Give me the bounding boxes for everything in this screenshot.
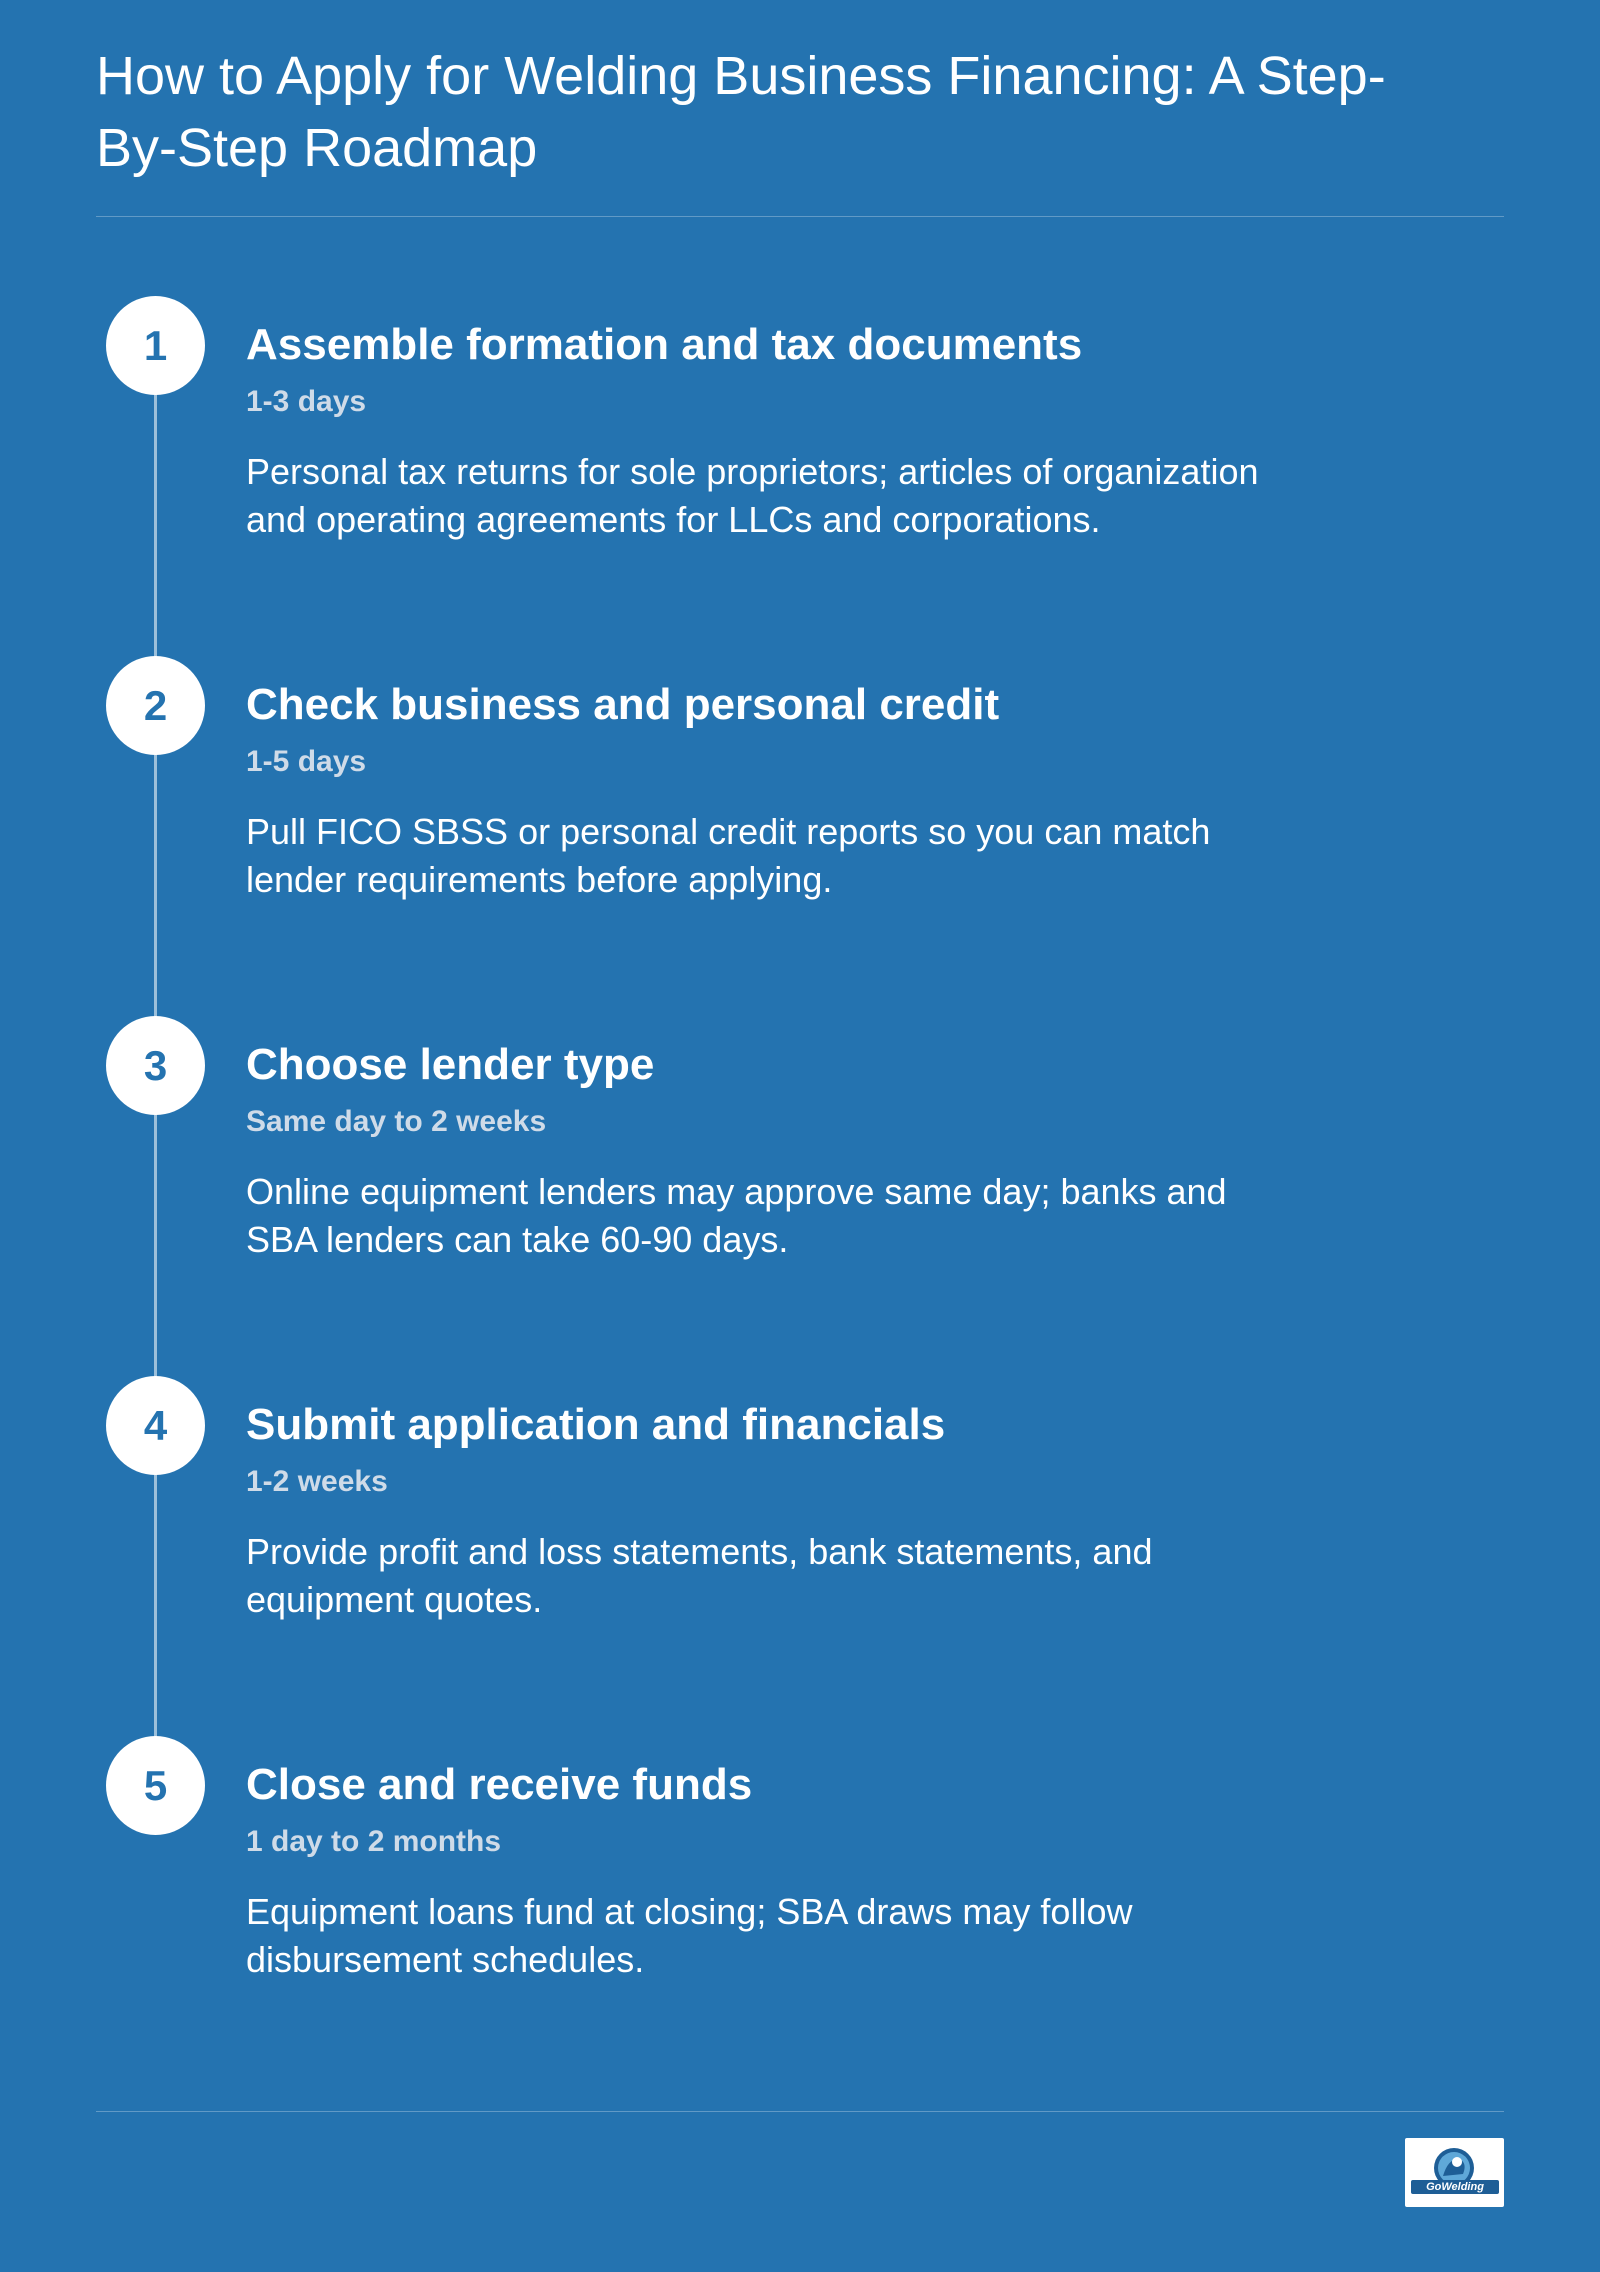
step-title: Choose lender type xyxy=(246,1040,655,1089)
step-duration: Same day to 2 weeks xyxy=(246,1105,547,1138)
header-divider xyxy=(96,216,1504,217)
step-duration: 1-2 weeks xyxy=(246,1465,388,1498)
step-duration: 1-5 days xyxy=(246,745,367,778)
step-title: Submit application and financials xyxy=(246,1400,946,1449)
step-duration: 1 day to 2 months xyxy=(246,1825,502,1858)
step-number-badge: 2 xyxy=(106,656,205,755)
step-description: Pull FICO SBSS or personal credit reports so you can match lender requirements before applying. xyxy=(246,811,1211,900)
logo-wordmark: GoWelding xyxy=(1411,2180,1499,2194)
step-title: Close and receive funds xyxy=(246,1760,753,1809)
step-number-badge: 5 xyxy=(106,1736,205,1835)
step-title: Check business and personal credit xyxy=(246,680,1000,729)
step-description: Provide profit and loss statements, bank statements, and equipment quotes. xyxy=(246,1531,1153,1620)
step-number-badge: 3 xyxy=(106,1016,205,1115)
page-title: How to Apply for Welding Business Financing: A Step-By-Step Roadmap xyxy=(96,46,1386,178)
step-number-badge: 1 xyxy=(106,296,205,395)
footer-divider xyxy=(96,2111,1504,2112)
goweld-logo xyxy=(1405,2138,1504,2207)
step-number-badge: 4 xyxy=(106,1376,205,1475)
goweld-logo-icon xyxy=(1405,2138,1504,2207)
step-description: Equipment loans fund at closing; SBA draws may follow disbursement schedules. xyxy=(246,1891,1133,1980)
step-description: Online equipment lenders may approve same day; banks and SBA lenders can take 60-90 days. xyxy=(246,1171,1227,1260)
step-duration: 1-3 days xyxy=(246,385,367,418)
step-description: Personal tax returns for sole proprietors; articles of organization and operating agreements for LLCs and corporations. xyxy=(246,451,1259,540)
step-title: Assemble formation and tax documents xyxy=(246,320,1083,369)
